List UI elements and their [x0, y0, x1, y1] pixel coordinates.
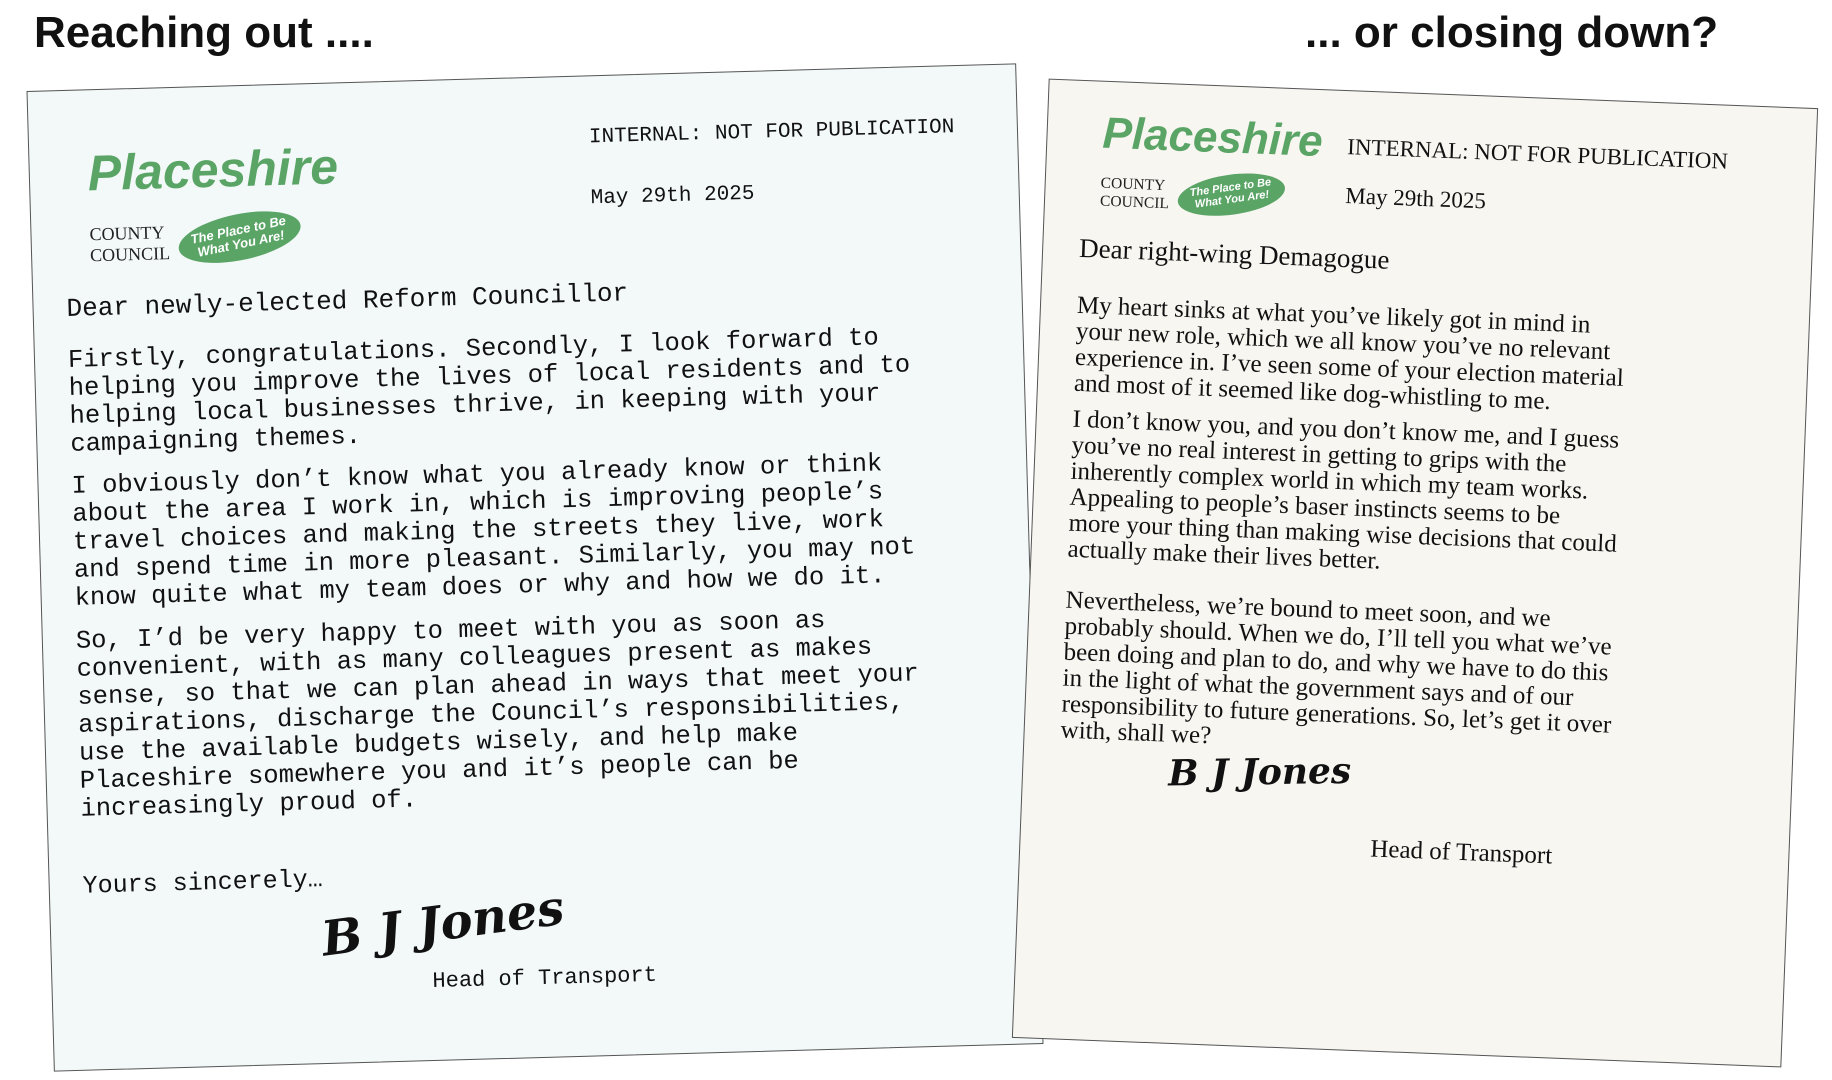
- logo-council-text: COUNCIL: [89, 242, 171, 265]
- handwritten-signature: B J Jones: [318, 879, 568, 968]
- letter-date: May 29th 2025: [590, 182, 755, 211]
- letter-reaching-out: [26, 63, 1043, 1071]
- logo-tagline-badge: [1175, 168, 1287, 222]
- left-heading: Reaching out ....: [34, 8, 374, 57]
- right-heading: ... or closing down?: [1305, 8, 1719, 57]
- letter-closing: Yours sincerely…: [82, 865, 324, 901]
- handwritten-signature: B J Jones: [1167, 749, 1352, 795]
- classification-label: INTERNAL: NOT FOR PUBLICATION: [588, 116, 955, 150]
- logo-wordmark: Placeshire: [1101, 108, 1324, 167]
- letter-paragraph: I obviously don’t know what you already know or think about the area I work in, which is improving people’s travel choices and making the streets they live, work and spend time in more pleasant. Similarly, you may not know quite what my team does or why and how we do it.: [71, 449, 916, 613]
- letter-paragraph: Nevertheless, we’re bound to meet soon, and we probably should. When we do, I’ll tell you what we’ve been doing and plan to do, and why we have to do this in the light of what the government says and of our responsibility to future generations. So, let’s get it over with, shall we?: [1060, 586, 1613, 750]
- letter-paragraph: I don’t know you, and you don’t know me, and I guess you’ve no real interest in getting to grips with the inherently complex world in which my team works. Appealing to people’s baser instincts seems to be more your thing than making wise decisions that could actually make their lives better.: [1067, 405, 1620, 575]
- logo-tagline: The Place to Be What You Are!: [189, 213, 288, 260]
- council-logo: [1099, 108, 1324, 220]
- logo-county-text: COUNTY: [1100, 174, 1166, 195]
- letter-paragraph: My heart sinks at what you’ve likely got in mind in your new role, which we all know you’ve no relevant experience in. I’ve seen some of your election material and most of it seemed like dog-whistling to me.: [1073, 291, 1625, 416]
- letter-greeting: Dear right-wing Demagogue: [1078, 232, 1390, 275]
- logo-county-council: [89, 222, 170, 266]
- logo-tagline: The Place to Be What You Are!: [1189, 176, 1272, 211]
- letter-paragraph: So, I’d be very happy to meet with you as soon as convenient, with as many colleagues present as makes sense, so that we can plan ahead in ways that meet your aspirations, discharge the Council’s responsibilities, use the available budgets wisely, and help make Placeshire somewhere you and it’s people can be increasingly proud of.: [75, 605, 920, 824]
- signatory-role: Head of Transport: [1369, 835, 1553, 870]
- letter-date: May 29th 2025: [1344, 183, 1487, 214]
- letter-closing-down: [1012, 79, 1818, 1068]
- logo-tagline-badge: [174, 202, 305, 272]
- logo-council-text: COUNCIL: [1099, 192, 1170, 213]
- letter-paragraph: Firstly, congratulations. Secondly, I look forward to helping you improve the lives of local residents and to helping local businesses thrive, in keeping with your campaigning themes.: [67, 323, 911, 459]
- classification-label: INTERNAL: NOT FOR PUBLICATION: [1346, 134, 1729, 174]
- letter-greeting: Dear newly-elected Reform Councillor: [66, 278, 629, 324]
- logo-wordmark: Placeshire: [87, 138, 339, 202]
- signatory-role: Head of Transport: [432, 962, 658, 995]
- logo-county-text: COUNTY: [89, 222, 165, 245]
- council-logo: [87, 138, 339, 265]
- logo-county-council: [1100, 175, 1170, 213]
